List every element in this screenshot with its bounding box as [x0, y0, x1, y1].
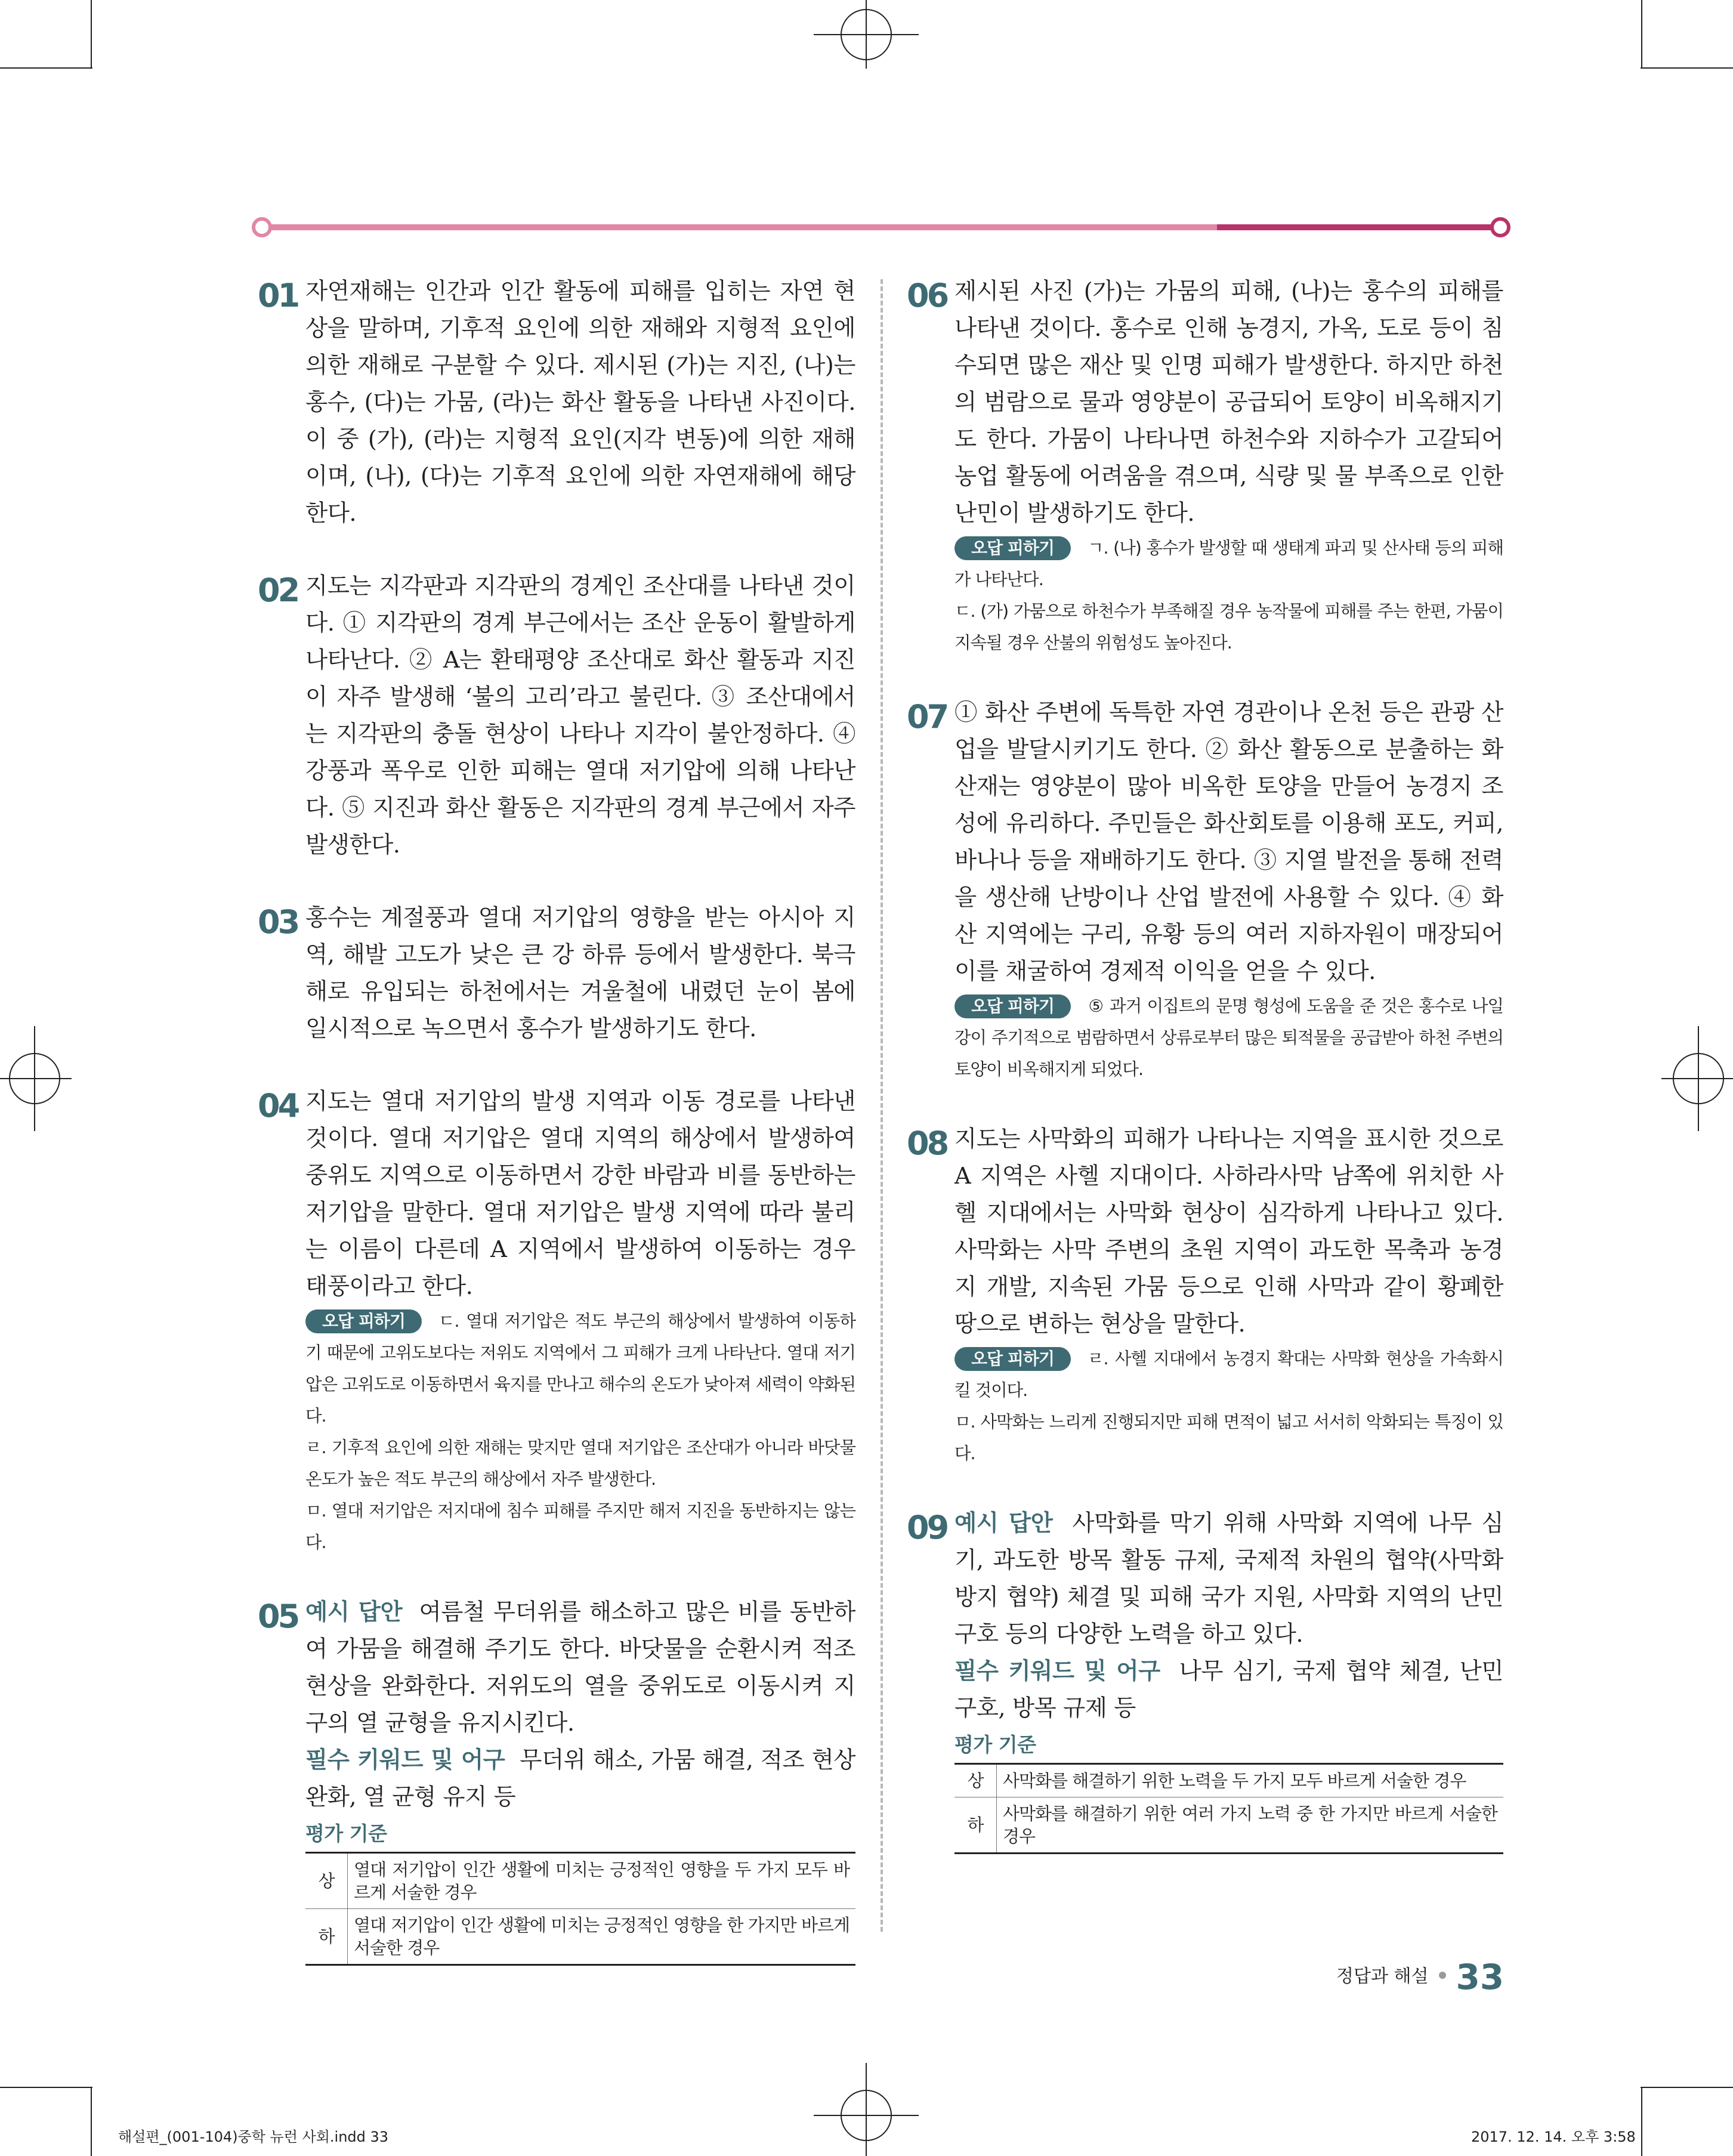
note-text: ⑤ 과거 이집트의 문명 형성에 도움을 준 것은 홍수로 나일강이 주기적으로 범람하면서 상류로부터 많은 퇴적물을 공급받아 하천 주변의 토양이 비옥해지게 되었다. [954, 996, 1503, 1079]
question-number: 02 [258, 572, 298, 609]
avoid-mistake-badge: 오답 피하기 [954, 536, 1071, 560]
answer-text: 제시된 사진 (가)는 가뭄의 피해, (나)는 홍수의 피해를 나타낸 것이다. 홍수로 인해 농경지, 가옥, 도로 등이 침수되면 많은 재산 및 인명 피해가 발생한다. 하지만 하천의 범람으로 물과 영양분이 공급되어 토양이 비옥해지기도 한다. 가뭄이 나타나면 하천수와 지하수가 고갈되어 농업 활동에 어려움을 겪으며, 식량 및 물 부족으로 인한 난민이 발생하기도 한다. [954, 278, 1503, 527]
note-text: ㄷ. 열대 저기압은 적도 부근의 해상에서 발생하여 이동하기 때문에 고위도보다는 저위도 지역에서 그 피해가 크게 나타난다. 열대 저기압은 고위도로 이동하면서 육지를 만나고 해수의 온도가 낮아져 세력이 약화된다. [305, 1311, 855, 1426]
grade-level: 하 [954, 1797, 997, 1854]
crop-mark [0, 2087, 92, 2088]
registration-mark [814, 2063, 919, 2156]
question-07 [907, 694, 1503, 1085]
crop-mark [0, 67, 92, 69]
crop-mark [91, 0, 92, 69]
avoid-mistake-note [954, 1343, 1503, 1406]
grade-level: 상 [305, 1853, 348, 1909]
grade-description: 사막화를 해결하기 위한 노력을 두 가지 모두 바르게 서술한 경우 [1003, 1771, 1466, 1791]
answer-text: 지도는 열대 저기압의 발생 지역과 이동 경로를 나타낸 것이다. 열대 저기압은 열대 지역의 해상에서 발생하여 중위도 지역으로 이동하면서 강한 바람과 비를 동반하는 저기압을 말한다. 열대 저기압은 발생 지역에 따라 불리는 이름이 다른데 A 지역에서 발생하여 이동하는 경우 태풍이라고 한다. [305, 1088, 855, 1300]
question-06 [907, 273, 1503, 659]
table-row [954, 1797, 1503, 1854]
answer-text: 자연재해는 인간과 인간 활동에 피해를 입히는 자연 현상을 말하며, 기후적 요인에 의한 재해와 지형적 요인에 의한 재해로 구분할 수 있다. 제시된 (가)는 지진, (나)는 홍수, (다)는 가뭄, (라)는 화산 활동을 나타낸 사진이다. 이 중 (가), (라)는 지형적 요인(지각 변동)에 의한 재해이며, (나), (다)는 기후적 요인에 의한 자연재해에 해당한다. [305, 278, 855, 527]
column-divider [881, 279, 883, 1932]
grading-table [305, 1852, 855, 1966]
grade-description: 열대 저기압이 인간 생활에 미치는 긍정적인 영향을 한 가지만 바르게 서술한 경우 [348, 1909, 856, 1965]
note-text: ㄹ. 사헬 지대에서 농경지 확대는 사막화 현상을 가속화시킬 것이다. [954, 1349, 1503, 1400]
note-text: ㄷ. (가) 가뭄으로 하천수가 부족해질 경우 농작물에 피해를 주는 한편, 가뭄이 지속될 경우 산불의 위험성도 높아진다. [954, 601, 1503, 653]
keywords-text: 무더위 해소, 가뭄 해결, 적조 현상 완화, 열 균형 유지 등 [305, 1747, 855, 1811]
keywords [954, 1653, 1503, 1727]
crop-mark [1641, 2087, 1733, 2088]
note-text: ㄱ. (나) 홍수가 발생할 때 생태계 파괴 및 산사태 등의 피해가 나타난다. [954, 538, 1503, 589]
sample-answer-label: 예시 답안 [954, 1510, 1053, 1537]
avoid-mistake-note [954, 990, 1503, 1085]
bullet-icon [1439, 1972, 1446, 1979]
avoid-mistake-badge: 오답 피하기 [954, 994, 1071, 1018]
sample-answer [305, 1594, 855, 1742]
grading-criteria-title: 평가 기준 [954, 1733, 1036, 1756]
print-slug-timestamp: 2017. 12. 14. 오후 3:58 [1471, 2129, 1636, 2145]
crop-mark [1641, 67, 1733, 69]
table-row [305, 1853, 855, 1909]
print-slug-file: 해설편_(001-104)중학 뉴런 사회.indd 33 [118, 2129, 389, 2145]
page-number: 33 [1456, 1957, 1505, 1997]
keywords-label: 필수 키워드 및 어구 [954, 1658, 1160, 1685]
grade-description: 사막화를 해결하기 위한 여러 가지 노력 중 한 가지만 바르게 서술한 경우 [997, 1797, 1504, 1854]
question-number: 04 [258, 1087, 298, 1125]
answer-text: 지도는 사막화의 피해가 나타나는 지역을 표시한 것으로 A 지역은 사헬 지대이다. 사하라사막 남쪽에 위치한 사헬 지대에서는 사막화 현상이 심각하게 나타나고 있다. 사막화는 사막 주변의 초원 지역이 과도한 목축과 농경지 개발, 지속된 가뭄 등으로 인해 사막과 같이 황폐한 땅으로 변하는 현상을 말한다. [954, 1126, 1503, 1338]
grading-criteria-title: 평가 기준 [305, 1822, 387, 1845]
answer-text: 지도는 지각판과 지각판의 경계인 조산대를 나타낸 것이다. ① 지각판의 경계 부근에서는 조산 운동이 활발하게 나타난다. ② A는 환태평양 조산대로 화산 활동과 지진이 자주 발생해 ‘불의 고리’라고 불린다. ③ 조산대에서는 지각판의 충돌 현상이 나타나 지각이 불안정하다. ④ 강풍과 폭우로 인한 피해는 열대 저기압에 의해 나타난다. ⑤ 지진과 화산 활동은 지각판의 경계 부근에서 자주 발생한다. [305, 573, 855, 858]
answer-text: 홍수는 계절풍과 열대 저기압의 영향을 받는 아시아 지역, 해발 고도가 낮은 큰 강 하류 등에서 발생한다. 북극해로 유입되는 하천에서는 겨울철에 내렸던 눈이 봄에 일시적으로 녹으면서 홍수가 발생하기도 한다. [305, 904, 855, 1042]
crop-mark [1641, 2087, 1642, 2156]
header-bar [251, 216, 1512, 239]
question-number: 09 [907, 1509, 947, 1546]
page-footer [1336, 1957, 1504, 1997]
note-text: ㅁ. 사막화는 느리게 진행되지만 피해 면적이 넓고 서서히 악화되는 특징이 있다. [954, 1412, 1503, 1463]
question-01 [258, 273, 855, 532]
avoid-mistake-badge: 오답 피하기 [954, 1347, 1071, 1371]
question-number: 01 [258, 277, 298, 314]
left-column [258, 273, 855, 1966]
keywords [305, 1742, 855, 1816]
avoid-mistake-badge: 오답 피하기 [305, 1309, 422, 1333]
sample-answer [954, 1505, 1503, 1653]
registration-mark [0, 1026, 72, 1131]
sample-answer-label: 예시 답안 [305, 1599, 403, 1626]
crop-mark [1641, 0, 1642, 69]
grading-table [954, 1763, 1503, 1854]
answer-text: ① 화산 주변에 독특한 자연 경관이나 온천 등은 관광 산업을 발달시키기도 한다. ② 화산 활동으로 분출하는 화산재는 영양분이 많아 비옥한 토양을 만들어 농경지 조성에 유리하다. 주민들은 화산회토를 이용해 포도, 커피, 바나나 등을 재배하기도 한다. ③ 지열 발전을 통해 전력을 생산해 난방이나 산업 발전에 사용할 수 있다. ④ 화산 지역에는 구리, 유황 등의 여러 지하자원이 매장되어 이를 채굴하여 경제적 이익을 얻을 수 있다. [954, 699, 1503, 985]
registration-mark [814, 0, 919, 69]
question-09 [907, 1505, 1503, 1854]
question-08 [907, 1121, 1503, 1469]
question-number: 07 [907, 698, 947, 736]
table-row [954, 1764, 1503, 1797]
question-02 [258, 568, 855, 864]
sample-answer-text: 사막화를 막기 위해 사막화 지역에 나무 심기, 과도한 방목 활동 규제, 국제적 차원의 협약(사막화 방지 협약) 체결 및 피해 국가 지원, 사막화 지역의 난민 구호 등의 다양한 노력을 하고 있다. [954, 1510, 1504, 1648]
registration-mark [1661, 1026, 1733, 1131]
grade-level: 상 [954, 1764, 997, 1797]
section-label: 정답과 해설 [1336, 1966, 1429, 1987]
question-04 [258, 1083, 855, 1558]
question-number: 08 [907, 1125, 947, 1162]
grade-description: 열대 저기압이 인간 생활에 미치는 긍정적인 영향을 두 가지 모두 바르게 서술한 경우 [354, 1860, 849, 1902]
table-row [305, 1909, 855, 1965]
question-05 [258, 1594, 855, 1966]
question-number: 03 [258, 903, 298, 941]
avoid-mistake-note [954, 532, 1503, 595]
grade-level: 하 [305, 1909, 348, 1965]
question-number: 05 [258, 1598, 298, 1635]
right-column [907, 273, 1503, 1854]
sample-answer-text: 여름철 무더위를 해소하고 많은 비를 동반하여 가뭄을 해결해 주기도 한다. 바닷물을 순환시켜 적조 현상을 완화한다. 저위도의 열을 중위도로 이동시켜 지구의 열 균형을 유지시킨다. [305, 1599, 855, 1737]
keywords-label: 필수 키워드 및 어구 [305, 1747, 505, 1774]
keywords-text: 나무 심기, 국제 협약 체결, 난민 구호, 방목 규제 등 [954, 1658, 1503, 1722]
question-03 [258, 900, 855, 1048]
note-text: ㅁ. 열대 저기압은 저지대에 침수 피해를 주지만 해저 지진을 동반하지는 않는다. [305, 1501, 855, 1552]
crop-mark [91, 2087, 92, 2156]
avoid-mistake-note [305, 1305, 855, 1432]
note-text: ㄹ. 기후적 요인에 의한 재해는 맞지만 열대 저기압은 조산대가 아니라 바닷물 온도가 높은 적도 부근의 해상에서 자주 발생한다. [305, 1438, 855, 1489]
question-number: 06 [907, 277, 947, 314]
